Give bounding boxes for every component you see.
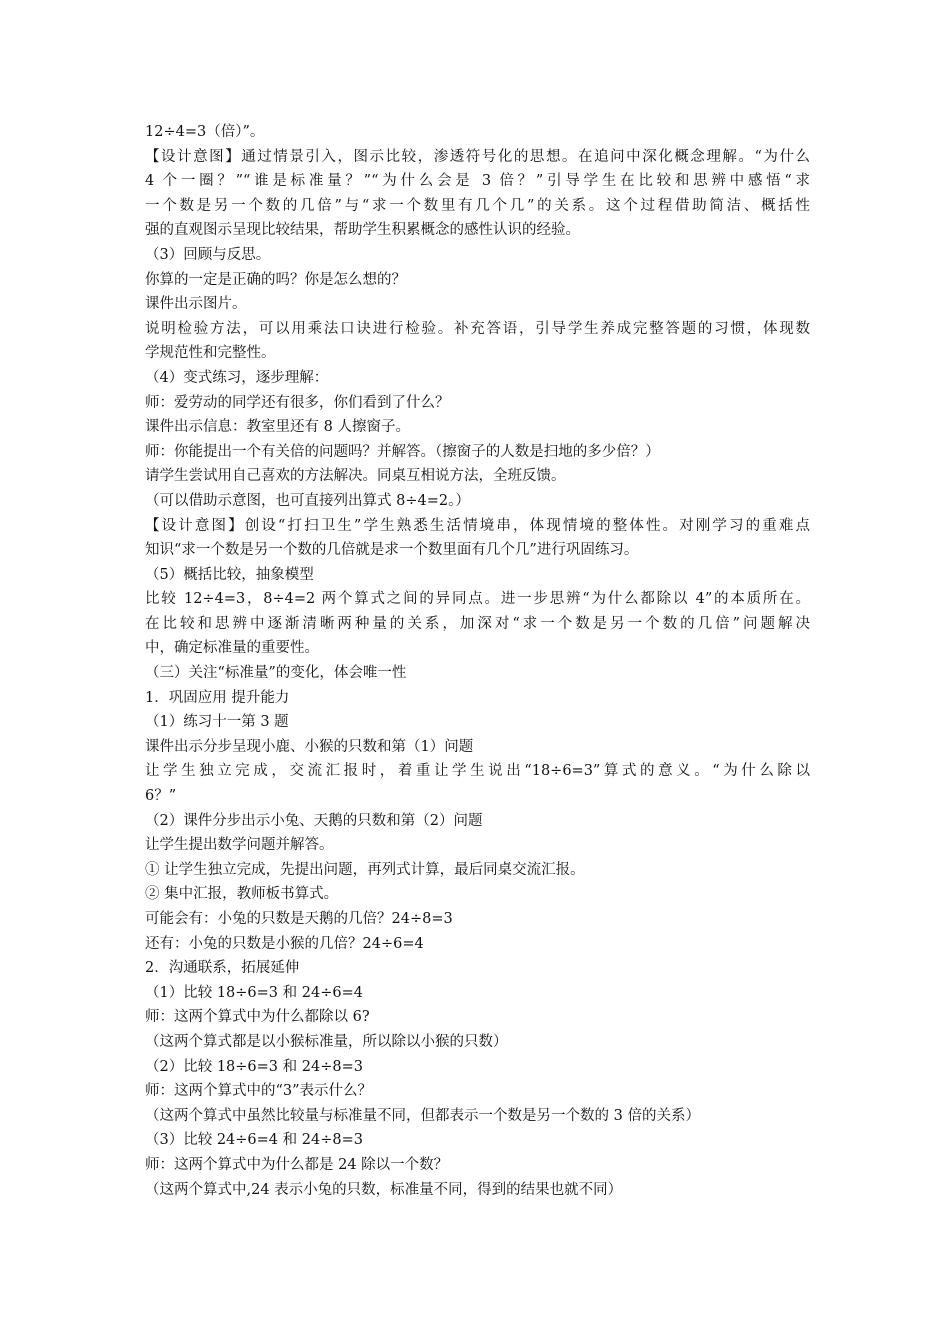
text-line: 还有：小兔的只数是小猴的几倍？24÷6=4 bbox=[145, 935, 424, 952]
document-body bbox=[145, 120, 810, 1202]
text-line: 课件出示图片。 bbox=[145, 296, 247, 313]
text-line: 1．巩固应用 提升能力 bbox=[145, 689, 290, 706]
text-line: （2）比较 18÷6=3 和 24÷8=3 bbox=[145, 1058, 363, 1075]
text-line: 师：这两个算式中为什么都是 24 除以一个数？ bbox=[145, 1156, 449, 1173]
text-line: （这两个算式中,24 表示小兔的只数，标准量不同，得到的结果也就不同） bbox=[145, 1181, 623, 1198]
text-line: 可能会有：小兔的只数是天鹅的几倍？24÷8=3 bbox=[145, 911, 453, 927]
text-line: （这两个算式都是以小猴标准量，所以除以小猴的只数） bbox=[145, 1033, 508, 1050]
text-line: 中，确定标准量的重要性。 bbox=[145, 640, 319, 657]
text-line: （5）概括比较，抽象模型 bbox=[145, 566, 314, 583]
text-line: ① 让学生独立完成，先提出问题，再列式计算，最后同桌交流汇报。 bbox=[145, 861, 585, 878]
text-line: （4）变式练习，逐步理解： bbox=[145, 369, 329, 386]
text-line: （1）练习十一第 3 题 bbox=[145, 714, 289, 731]
text-line: 【设计意图】创设“打扫卫生”学生熟悉生活情境串，体现情境的整体性。对刚学习的重难点 bbox=[145, 517, 810, 534]
text-line: （三）关注“标准量”的变化，体会唯一性 bbox=[145, 665, 407, 682]
text-line: 2．沟通联系，拓展延伸 bbox=[145, 960, 300, 977]
text-line: 【设计意图】通过情景引入，图示比较，渗透符号化的思想。在追问中深化概念理解。“为什么 bbox=[145, 148, 810, 165]
text-line: ② 集中汇报，教师板书算式。 bbox=[145, 886, 339, 903]
text-line: 师：爱劳动的同学还有很多，你们看到了什么？ bbox=[145, 394, 450, 411]
text-line: 课件出示信息：教室里还有 8 人擦窗子。 bbox=[145, 419, 410, 436]
text-line: 说明检验方法，可以用乘法口诀进行检验。补充答语，引导学生养成完整答题的习惯，体现数 bbox=[145, 320, 810, 337]
text-line: （2）课件分步出示小兔、天鹅的只数和第（2）问题 bbox=[145, 812, 483, 829]
text-line: 课件出示分步呈现小鹿、小猴的只数和第（1）问题 bbox=[145, 738, 474, 755]
text-line: 在比较和思辨中逐渐清晰两种量的关系，加深对“求一个数是另一个数的几倍”问题解决 bbox=[145, 615, 810, 632]
text-line: 学规范性和完整性。 bbox=[145, 345, 276, 362]
text-line: 强的直观图示呈现比较结果，帮助学生积累概念的感性认识的经验。 bbox=[145, 222, 580, 239]
text-line: 师：这两个算式中的“3”表示什么？ bbox=[145, 1083, 373, 1100]
text-line: 4 个一圈？”“谁是标准量？”“为什么会是 3 倍？”引导学生在比较和思辨中感悟“求 bbox=[145, 173, 810, 190]
text-line: 请学生尝试用自己喜欢的方法解决。同桌互相说方法，全班反馈。 bbox=[145, 468, 566, 485]
text-line: 一个数是另一个数的几倍”与“求一个数里有几个几”的关系。这个过程借助简洁、概括性 bbox=[145, 197, 810, 214]
text-line: （3）回顾与反思。 bbox=[145, 246, 271, 263]
text-line: 让学生独立完成，交流汇报时，着重让学生说出“18÷6=3”算式的意义。“为什么除以 bbox=[145, 763, 810, 780]
text-line: （可以借助示意图，也可直接列出算式 8÷4=2。） bbox=[145, 492, 470, 509]
text-line: （1）比较 18÷6=3 和 24÷6=4 bbox=[145, 984, 363, 1001]
text-line: （3）比较 24÷6=4 和 24÷8=3 bbox=[145, 1132, 363, 1149]
text-line: 让学生提出数学问题并解答。 bbox=[145, 837, 334, 854]
text-line: 你算的一定是正确的吗？你是怎么想的？ bbox=[145, 271, 406, 288]
text-line: 比较 12÷4=3，8÷4=2 两个算式之间的异同点。进一步思辨“为什么都除以 4”的本质所在。 bbox=[145, 591, 810, 608]
text-line: 12÷4=3（倍）”。 bbox=[145, 124, 265, 140]
text-line: （这两个算式中虽然比较量与标准量不同，但都表示一个数是另一个数的 3 倍的关系） bbox=[145, 1107, 700, 1124]
text-line: 6？” bbox=[145, 788, 177, 805]
text-line: 师：这两个算式中为什么都除以 6? bbox=[145, 1009, 370, 1026]
text-line: 知识“求一个数是另一个数的几倍就是求一个数里面有几个几”进行巩固练习。 bbox=[145, 542, 639, 559]
text-line: 师：你能提出一个有关倍的问题吗？并解答。（擦窗子的人数是扫地的多少倍？） bbox=[145, 443, 660, 460]
